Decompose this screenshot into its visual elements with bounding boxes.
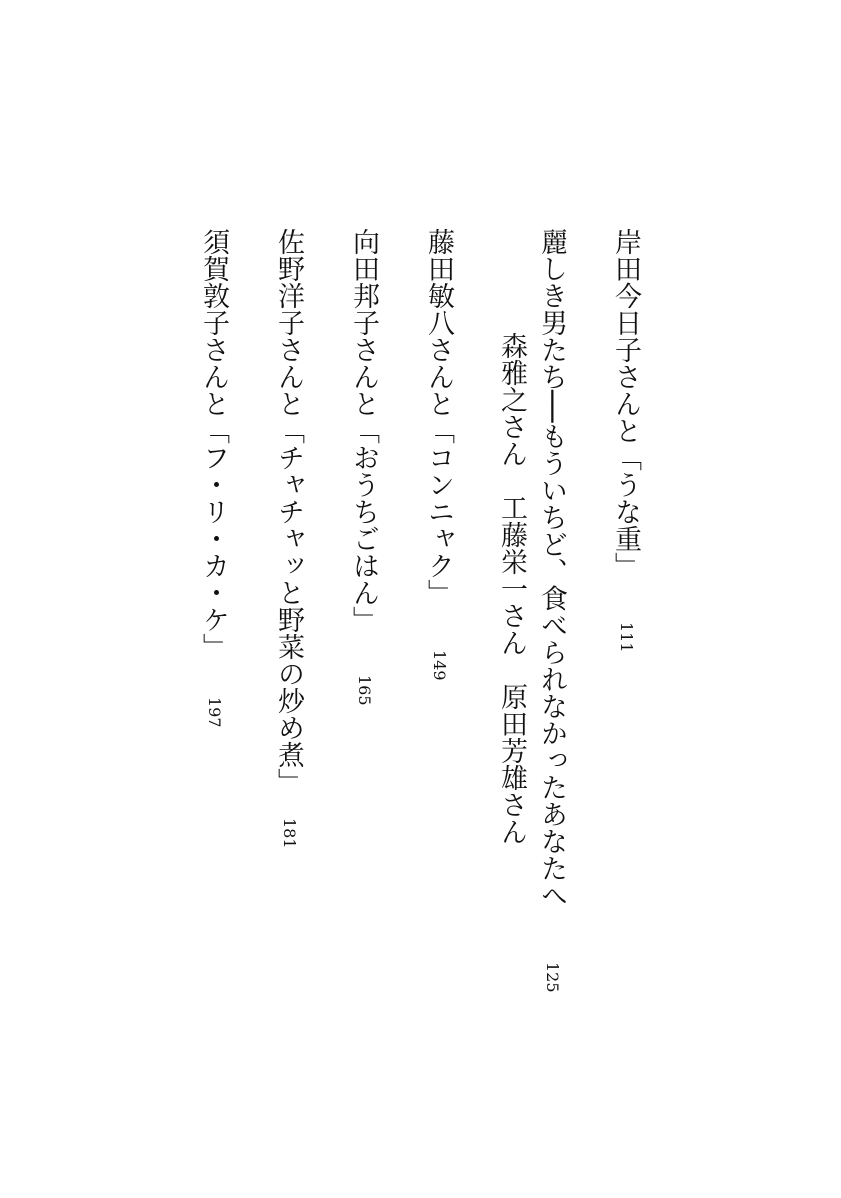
toc-entry-page: 197 xyxy=(205,697,224,728)
toc-entry-page: 111 xyxy=(617,622,636,653)
toc-entry-title: 麗しき男たち──もういちど、食べられなかったあなたへ xyxy=(536,228,567,909)
toc-entry-title: 向田邦子さんと「おうちごはん」 xyxy=(348,228,379,633)
toc-entry-title: 岸田今日子さんと「うな重」 xyxy=(610,228,641,579)
toc-entry-page: 181 xyxy=(280,818,299,849)
toc-entry-title: 佐野洋子さんと「チャチャッと野菜の炒め煮」 xyxy=(273,228,304,795)
toc-entry-title: 須賀敦子さんと「フ・リ・カ・ケ」 xyxy=(198,228,229,660)
toc-entry-page: 125 xyxy=(543,962,562,993)
toc-entry-page: 165 xyxy=(355,675,374,706)
toc-entry-title: 藤田敏八さんと「コンニャク」 xyxy=(423,228,454,606)
toc-entry-page: 149 xyxy=(430,650,449,681)
toc-entry-subtitle: 森雅之さん 工藤栄一さん 原田芳雄さん xyxy=(496,332,527,845)
